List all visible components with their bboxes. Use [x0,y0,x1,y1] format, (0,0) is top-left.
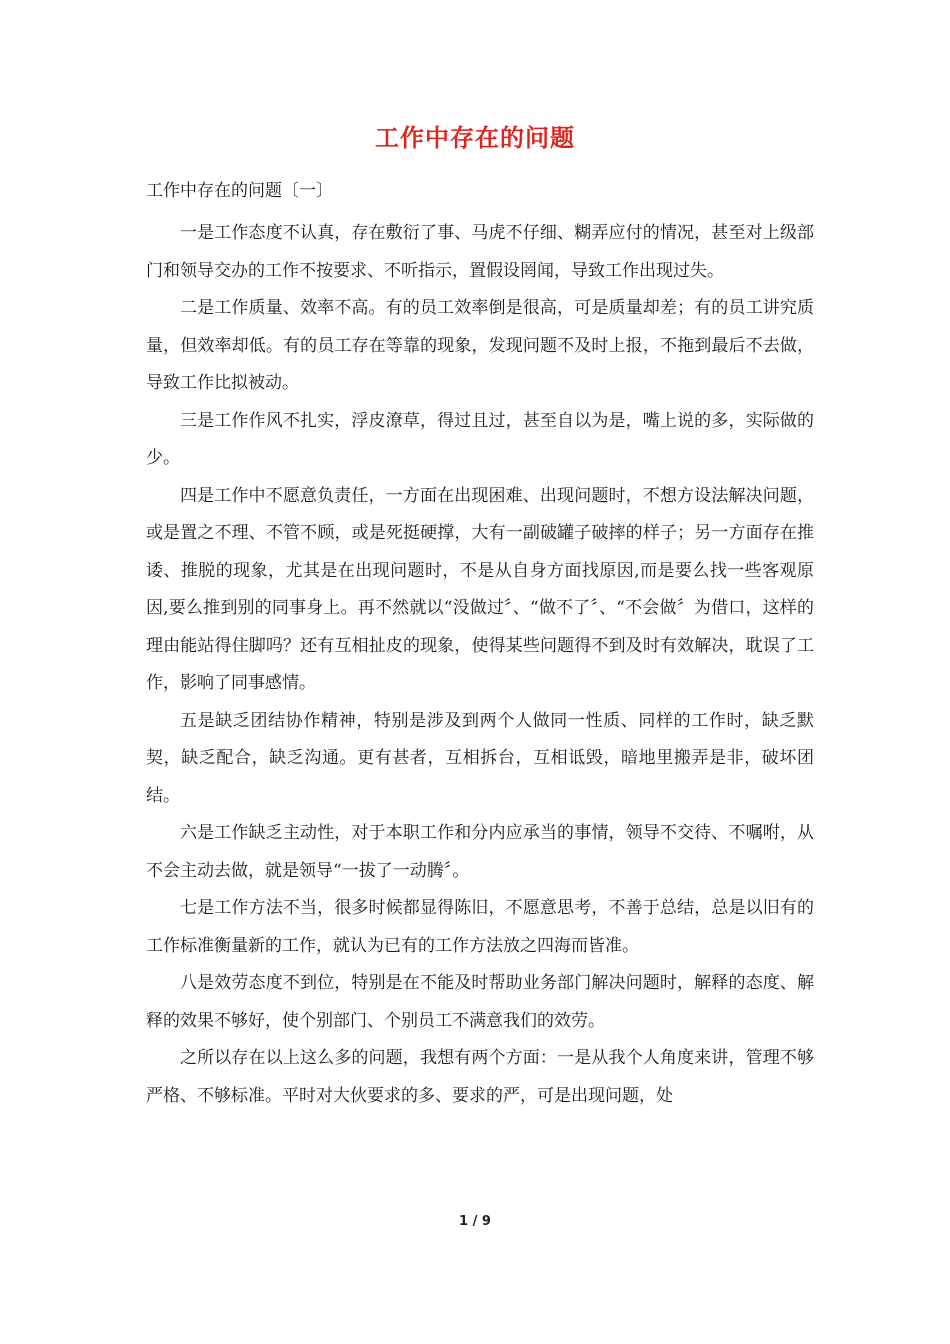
paragraph: 一是工作态度不认真，存在敷衍了事、马虎不仔细、糊弄应付的情况，甚至对上级部门和领导交办的工作不按要求、不听指示，置假设罔闻，导致工作出现过失。 [146,223,814,281]
paragraph: 六是工作缺乏主动性，对于本职工作和分内应承当的事情，领导不交待、不嘱咐，从不会主动去做，就是领导“一拔了一动腾〞。 [146,823,814,881]
paragraph: 四是工作中不愿意负责任，一方面在出现困难、出现问题时，不想方设法解决问题，或是置之不理、不管不顾，或是死挺硬撑，大有一副破罐子破摔的样子；另一方面存在推诿、推脱的现象，尤其是在出现问题时，不是从自身方面找原因,而是要么找一些客观原因,要么推到别的同事身上。再不然就以“没做过〞、“做不了〞、“不会做〞为借口，这样的理由能站得住脚吗？还有互相扯皮的现象，使得某些问题得不到及时有效解决，耽误了工作，影响了同事感情。 [146,485,814,693]
paragraph: 三是工作作风不扎实，浮皮潦草，得过且过，甚至自以为是，嘴上说的多，实际做的少。 [146,410,814,468]
paragraph: 八是效劳态度不到位，特别是在不能及时帮助业务部门解决问题时，解释的态度、解释的效果不够好，使个别部门、个别员工不满意我们的效劳。 [146,973,814,1031]
page-number: 1 / 9 [459,1214,491,1229]
document-body [146,177,814,1115]
section-subtitle: 工作中存在的问题〔一〕 [146,181,333,201]
paragraph: 七是工作方法不当，很多时候都显得陈旧，不愿意思考，不善于总结，总是以旧有的工作标准衡量新的工作，就认为已有的工作方法放之四海而皆准。 [146,898,814,956]
paragraph: 二是工作质量、效率不高。有的员工效率倒是很高，可是质量却差；有的员工讲究质量，但效率却低。有的员工存在等靠的现象，发现问题不及时上报，不拖到最后不去做，导致工作比拟被动。 [146,298,814,393]
paragraph: 之所以存在以上这么多的问题，我想有两个方面：一是从我个人角度来讲，管理不够严格、不够标准。平时对大伙要求的多、要求的严，可是出现问题，处 [146,1048,814,1106]
paragraph: 五是缺乏团结协作精神，特别是涉及到两个人做同一性质、同样的工作时，缺乏默契，缺乏配合，缺乏沟通。更有甚者，互相拆台，互相诋毁，暗地里搬弄是非，破坏团结。 [146,710,814,806]
document-title: 工作中存在的问题 [375,123,575,152]
